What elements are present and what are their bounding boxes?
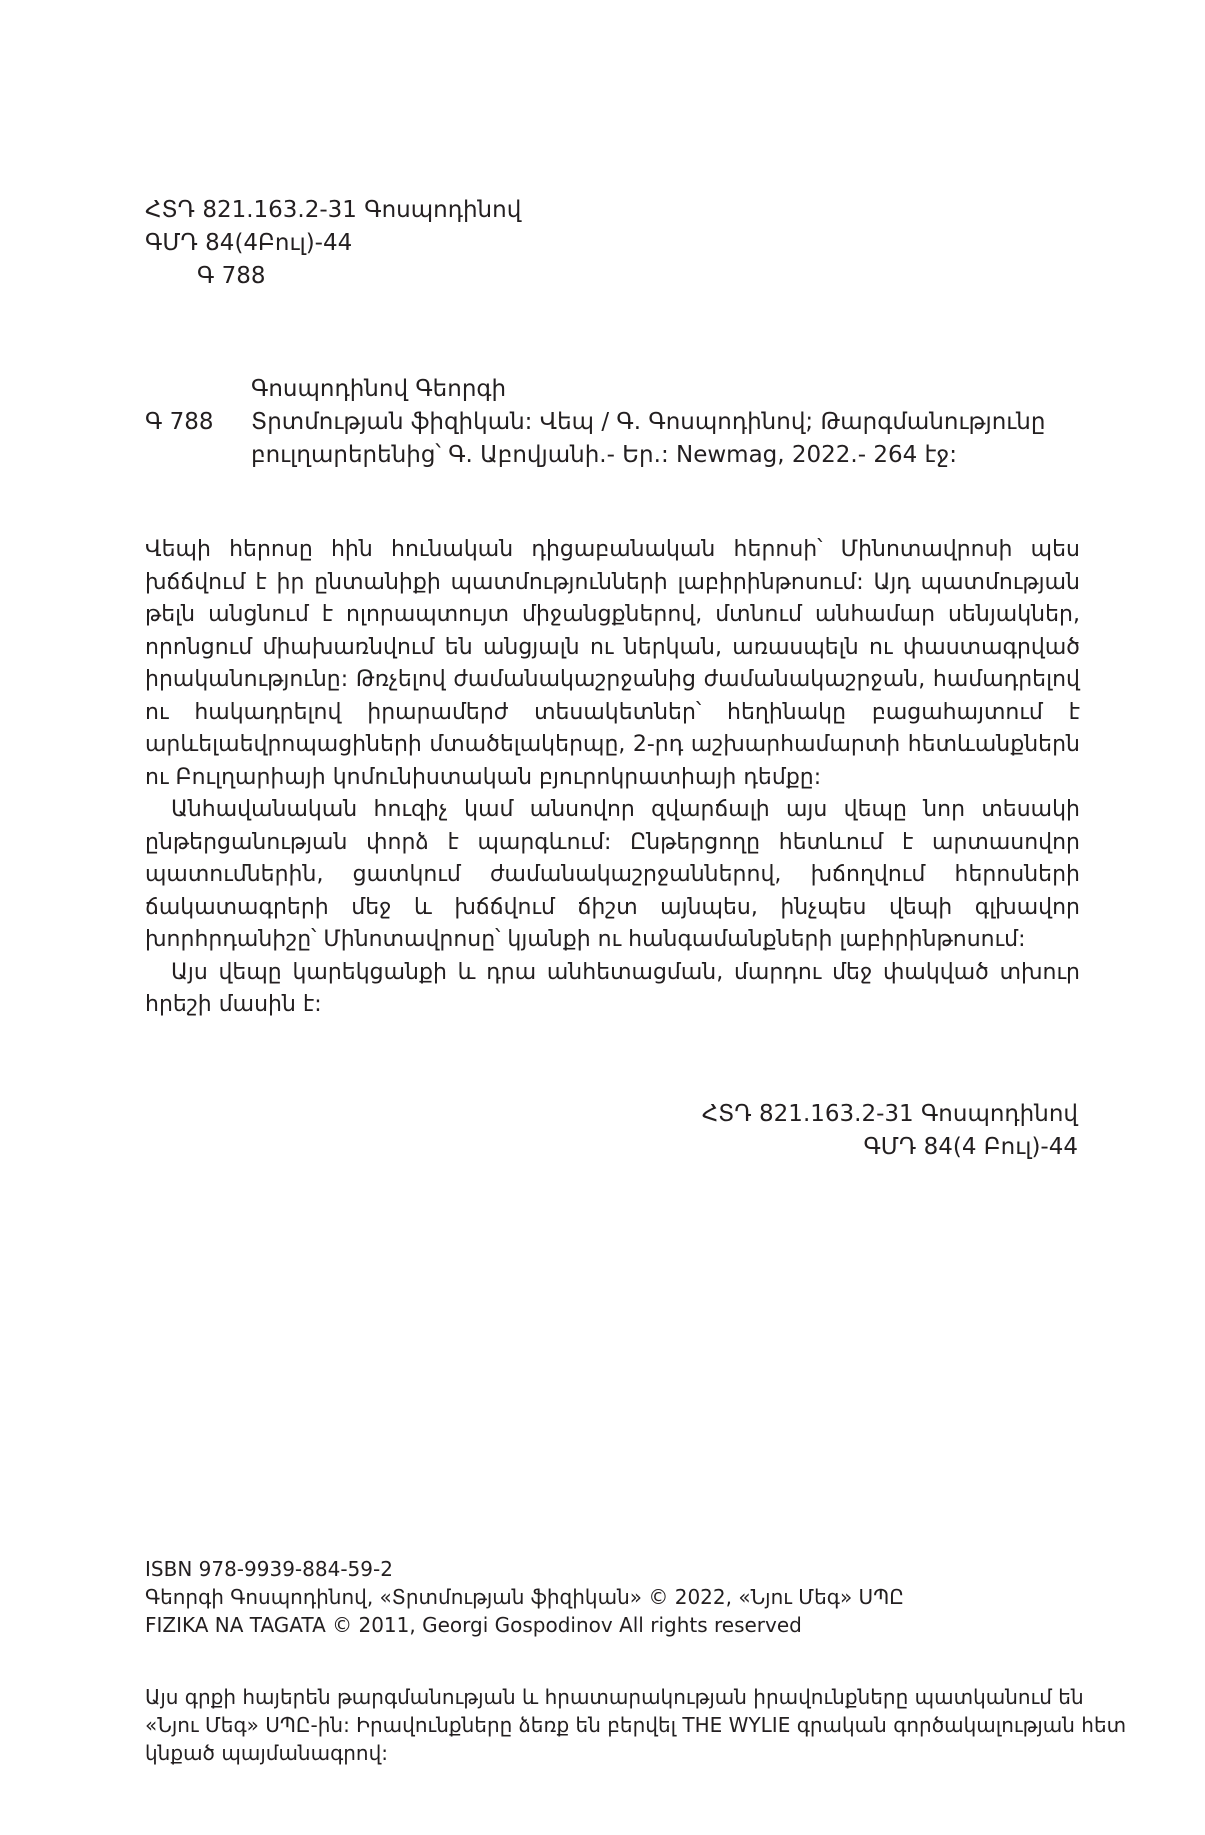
classification-codes: [145, 194, 745, 293]
biblio-title-line: Տրտմության ֆիզիկան: Վեպ / Գ. Գոսպոդինով; Թարգմանությունը: [251, 409, 1046, 435]
biblio-title-row: [145, 406, 1105, 439]
translation-copyright: Գեորգի Գոսպոդինով, «Տրտմության ֆիզիկան» © 2022, «Նյու Մեգ» ՍՊԸ: [145, 1585, 904, 1609]
imprint: [145, 1555, 904, 1639]
biblio-heading-row: [145, 373, 1105, 406]
biblio-code-spacer: [145, 439, 251, 472]
rights-notice-line: կնքած պայմանագրով:: [145, 1741, 388, 1765]
isbn: ISBN 978-9939-884-59-2: [145, 1557, 393, 1581]
biblio-code: Գ 788: [145, 409, 214, 435]
biblio-author-heading: Գոսպոդինով Գեորգի: [251, 376, 507, 402]
original-copyright: FIZIKA NA TAGATA © 2011, Georgi Gospodinov All rights reserved: [145, 1613, 802, 1637]
annotation-paragraph: Վեպի հերոսը հին հունական դիցաբանական հերոսի՝ Մինոտավրոսի պես խճճվում է իր ընտանիքի պատմությունների լաբիրինթոսում: Այդ պատմության թելն անցնում է ոլորապտույտ միջանցքներով, մտնում անհամար սենյակներ, որոնցում միախառնվում են անցյալն ու ներկան, առասպելն ու փաստագրված իրականությունը: Թռչելով ժամանակաշրջանից ժամանակաշրջան, համադրելով ու հակադրելով իրարամերժ տեսակետներ՝ հեղինակը բացահայտում է արևելաեվրոպացիների մտածելակերպը, 2-րդ աշխարհամարտի հետևանքներն ու Բուլղարիայի կոմունիստական բյուրոկրատիայի դեմքը:: [145, 537, 1080, 790]
bibliographic-record: [145, 373, 1105, 472]
annotation-classification-codes: [702, 1098, 1078, 1164]
rights-notice-line: Այս գրքի հայերեն թարգմանության և հրատարակության իրավունքները պատկանում են: [145, 1685, 1084, 1709]
biblio-imprint-line: բուլղարերենից՝ Գ. Աբովյանի.- Եր.: Newmag, 2022.- 264 էջ:: [251, 442, 958, 468]
rights-notice: [145, 1683, 1125, 1767]
udc-code: ՀՏԴ 821.163.2-31 Գոսպոդինով: [145, 197, 522, 223]
biblio-imprint-row: [145, 439, 1105, 472]
biblio-code-spacer: [145, 373, 251, 406]
annotation-paragraph: Անհավանական հուզիչ կամ անսովոր զվարճալի այս վեպը նոր տեսակի ընթերցանության փորձ է պարգևում: Ընթերցողը հետևում է արտասովոր պատումներին, ցատկում ժամանակաշրջաններով, խճողվում հերոսների ճակատագրերի մեջ և խճճվում ճիշտ այնպես, ինչպես վեպի գլխավոր խորհրդանիշը՝ Մինոտավրոսը՝ կյանքի ու հանգամանքների լաբիրինթոսում:: [145, 797, 1080, 952]
annotation-paragraph: Այս վեպը կարեկցանքի և դրա անհետացման, մարդու մեջ փակված տխուր հրեշի մասին է:: [145, 959, 1080, 1017]
rights-notice-line: «Նյու Մեգ» ՍՊԸ-ին: Իրավունքները ձեռք են բերվել THE WYLIE գրական գործակալության հետ: [145, 1713, 1127, 1737]
annotation: [145, 534, 1080, 1022]
udc-code: ՀՏԴ 821.163.2-31 Գոսպոդինով: [701, 1101, 1078, 1127]
bbk-code: ԳՄԴ 84(4 Բուլ)-44: [863, 1134, 1078, 1160]
bbk-code: ԳՄԴ 84(4Բուլ)-44: [145, 230, 353, 256]
author-mark: Գ 788: [197, 263, 266, 289]
